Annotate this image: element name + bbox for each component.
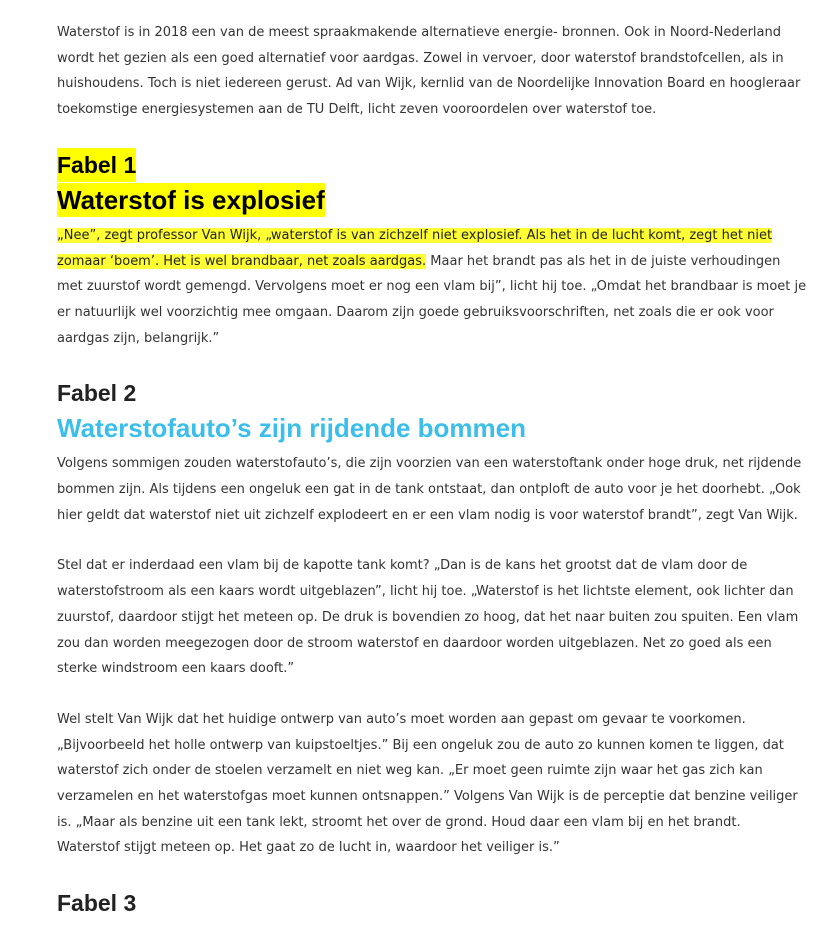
- fabel-2-paragraph-3: Wel stelt Van Wijk dat het huidige ontwerp van auto’s moet worden aan gepast om gevaar te voorkomen. „Bijvoorbeeld het holle ontwerp van kuipstoeltjes.” Bij een ongeluk zou de auto zo kunnen komen te liggen, dat waterstof zich onder de stoelen verzamelt en niet weg kan. „Er moet geen ruimte zijn waar het gas zich kan verzamelen en het waterstofgas moet kunnen ontsnappen.” Volgens Van Wijk is de perceptie dat benzine veiliger is. „Maar als benzine uit een tank lekt, stroomt het over de grond. Houd daar een vlam bij en het brandt. Waterstof stijgt meteen op. Het gaat zo de lucht in, waardoor het veiliger is.”: [57, 711, 798, 856]
- fabel-2-paragraph-2: Stel dat er inderdaad een vlam bij de kapotte tank komt? „Dan is de kans het grootst dat de vlam door de waterstofstroom als een kaars wordt uitgeblazen”, licht hij toe. „Waterstof is het lichtste element, ook lichter dan zuurstof, daardoor stijgt het meteen op. De druk is bovendien zo hoog, dat het naar buiten zou spuiten. Een vlam zou dan worden meegezogen door de stroom waterstof en daardoor worden uitgeblazen. Net zo goed als een sterke windstroom een kaars dooft.”: [57, 558, 799, 677]
- article: [57, 20, 807, 925]
- fabel-2-title: Waterstofauto’s zijn rijdende bommen: [57, 413, 527, 444]
- fabel-2-paragraph-1: Volgens sommigen zouden waterstofauto’s, die zijn voorzien van een waterstoftank onder hoge druk, net rijdende bommen zijn. Als tijdens een ongeluk een gat in de tank ontstaat, dan ontploft de auto voor je het doorhebt. „Ook hier geldt dat waterstof niet uit zichzelf explodeert en er een vlam nodig is voor waterstof brandt”, zegt Van Wijk.: [57, 456, 802, 523]
- fabel-1-number: Fabel 1: [57, 148, 136, 182]
- fabel-1-heading: [57, 148, 807, 219]
- fabel-3-heading: [57, 886, 807, 921]
- intro-paragraph: Waterstof is in 2018 een van de meest spraakmakende alternatieve energie- bronnen. Ook in Noord-Nederland wordt het gezien als een goed alternatief voor aardgas. Zowel in vervoer, door waterstof brandstofcellen, als in huishoudens. Toch is niet iedereen gerust. Ad van Wijk, kernlid van de Noordelijke Innovation Board en hoogleraar toekomstige energiesystemen aan de TU Delft, licht zeven vooroordelen over waterstof toe.: [57, 25, 801, 118]
- fabel-2-heading: [57, 376, 807, 447]
- fabel-1-highlighted-quote: „Nee”, zegt professor Van Wijk, „waterstof is van zichzelf niet explosief. Als het in de lucht komt, zegt het niet zomaar ‘boem’. Het is wel brandbaar, net zoals aardgas.: [57, 227, 773, 269]
- fabel-1-paragraph: [57, 223, 807, 352]
- fabel-3-number: Fabel 3: [57, 890, 137, 917]
- fabel-1-title: Waterstof is explosief: [57, 184, 325, 215]
- fabel-2-number: Fabel 2: [57, 380, 137, 407]
- fabel-1-rest: Maar het brandt pas als het in de juiste verhoudingen met zuurstof wordt gemengd. Vervolgens moet er nog een vlam bij”, licht hij toe. „Omdat het brandbaar is moet je er natuurlijk wel voorzichtig mee omgaan. Daarom zijn goede gebruiksvoorschriften, net zoals die er ook voor aardgas zijn, belangrijk.”: [57, 253, 807, 346]
